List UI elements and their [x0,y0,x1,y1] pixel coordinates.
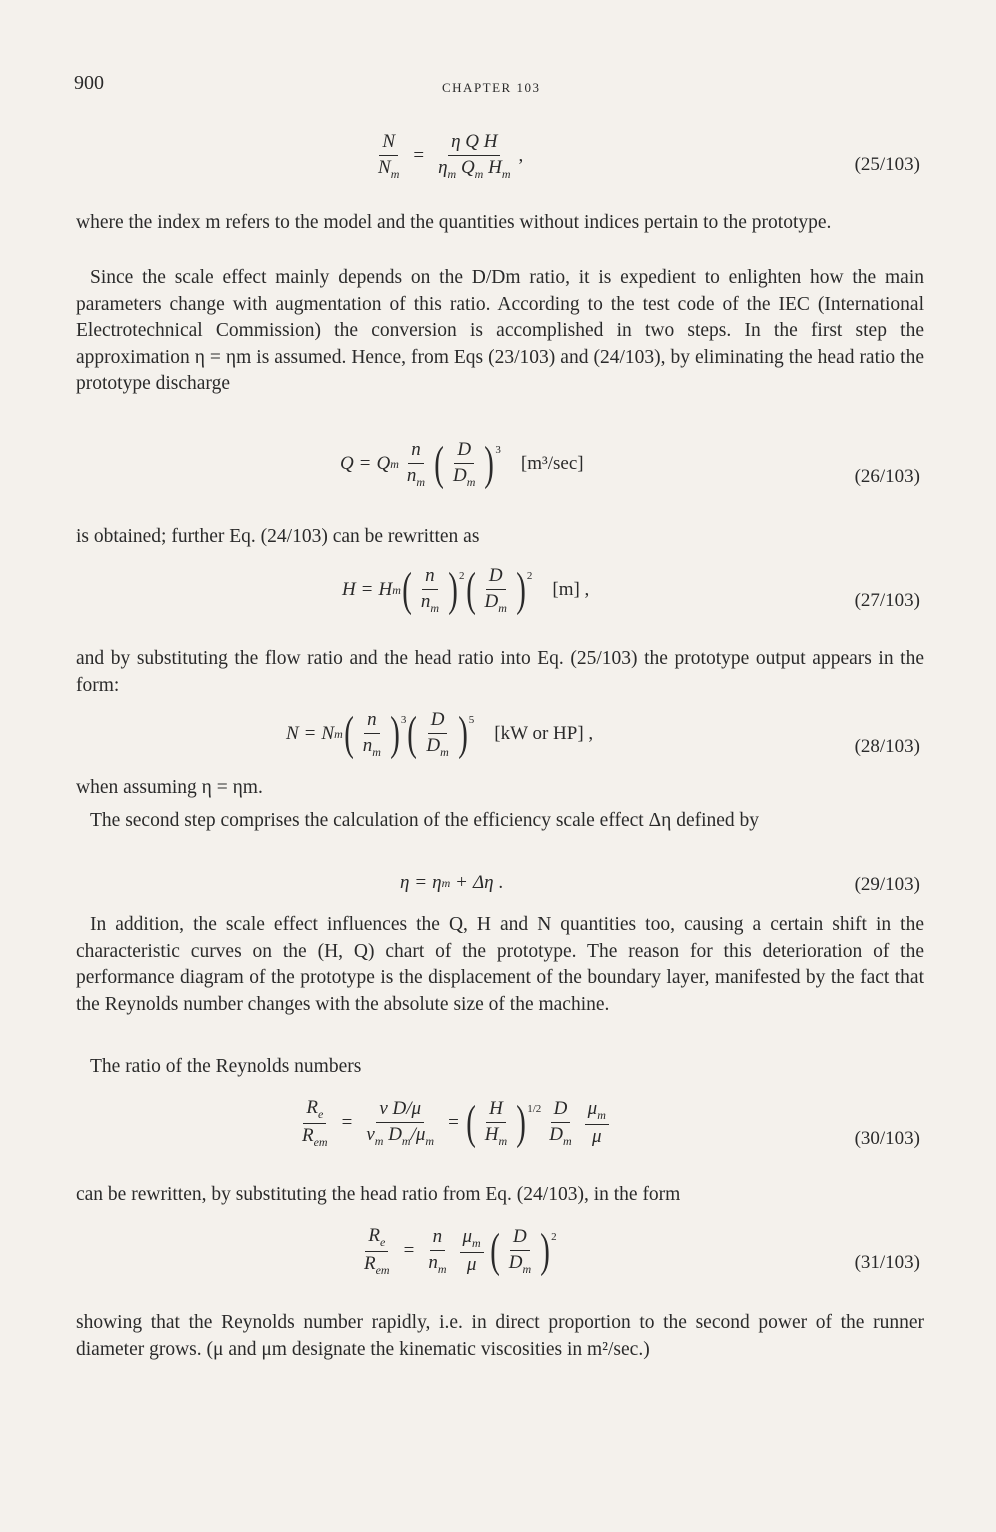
equation-27: H = H m ( $\frac{n}{n_m}$ ) $^2$ ( $\frac{D}{D_m}$ ) $^2$ [m] , (27/103) [342,563,920,617]
equation-number: (31/103) [854,1252,920,1273]
equation-number: (29/103) [854,874,920,895]
equation-number: (27/103) [854,590,920,611]
paragraph: where the index m refers to the model and the quantities without indices pertain to the prototype. [76,212,832,233]
paragraph: can be rewritten, by substituting the head ratio from Eq. (24/103), in the form [76,1184,681,1205]
unit-label: [kW or HP] , [494,723,594,745]
equation-number: (25/103) [854,154,920,175]
unit-label: [m³/sec] [520,453,584,475]
paragraph: The ratio of the Reynolds numbers [90,1056,362,1077]
paragraph: is obtained; further Eq. (24/103) can be rewritten as [76,526,480,547]
unit-label: [m] , [552,579,590,601]
equation-31: $\frac{R_e}{R_{em}}$ = $\frac{n}{n_m}$ $\frac{\mu_m}{\mu}$ ( $\frac{D}{D_m}$ ) $^2$ (31/103) [364,1224,920,1278]
equation-number: (28/103) [854,736,920,757]
paragraph: and by substituting the flow ratio and the head ratio into Eq. (25/103) the prototype output appears in the form: [76,648,924,696]
equation-29: η = η m + Δη . (29/103) [400,872,920,895]
paragraph: showing that the Reynolds number rapidly, i.e. in direct proportion to the second power of the runner diameter grows. (μ and μm designate the kinematic viscosities in m²/sec.) [76,1312,924,1360]
equation-number: (30/103) [854,1128,920,1149]
equation-26: Q = Q m $\frac{n}{n_m}$ ( $\frac{D}{D_m}$ ) $^3$ [m³/sec] (26/103) [340,437,920,491]
equation-25: $\frac{N}{N_m}$ = $\frac{\text{η Q H}}{\eta_m Q_m H_m}$ , (25/103) [378,131,920,181]
paragraph: In addition, the scale effect influences the Q, H and N quantities too, causing a certain shift in the characteristic curves on the (H, Q) chart of the prototype. The reason for this deterioration of the performance diagram of the prototype is the displacement of the boundary layer, manifested by the fact that the Reynolds number changes with the absolute size of the machine. [76,914,924,1015]
paragraph: when assuming η = ηm. [76,777,263,798]
equation-30: $\frac{R_e}{R_{em}}$ = $\frac{\text{v D/μ}}{v_m D_m/\mu_m}$ = ( $\frac{H}{H_m}$ ) $^{1/2}$ $\frac{D}{D_m}$ $\frac{\mu_m}{\mu}$ (30/103) [302,1096,920,1150]
page-number: 900 [74,72,104,94]
paragraph: Since the scale effect mainly depends on the D/Dm ratio, it is expedient to enlighten how the main parameters change with augmentation of this ratio. According to the test code of the IEC (International Electrotechnical Commission) the conversion is accomplished in two steps. In the first step the approximation η = ηm is assumed. Hence, from Eqs (23/103) and (24/103), by eliminating the head ratio the prototype discharge [76,267,924,394]
paragraph: The second step comprises the calculation of the efficiency scale effect Δη defined by [90,810,760,831]
chapter-heading: CHAPTER 103 [442,80,541,95]
equation-number: (26/103) [854,466,920,487]
equation-28: N = N m ( $\frac{n}{n_m}$ ) $^3$ ( $\frac{D}{D_m}$ ) $^5$ [kW or HP] , (28/103) [286,707,920,761]
